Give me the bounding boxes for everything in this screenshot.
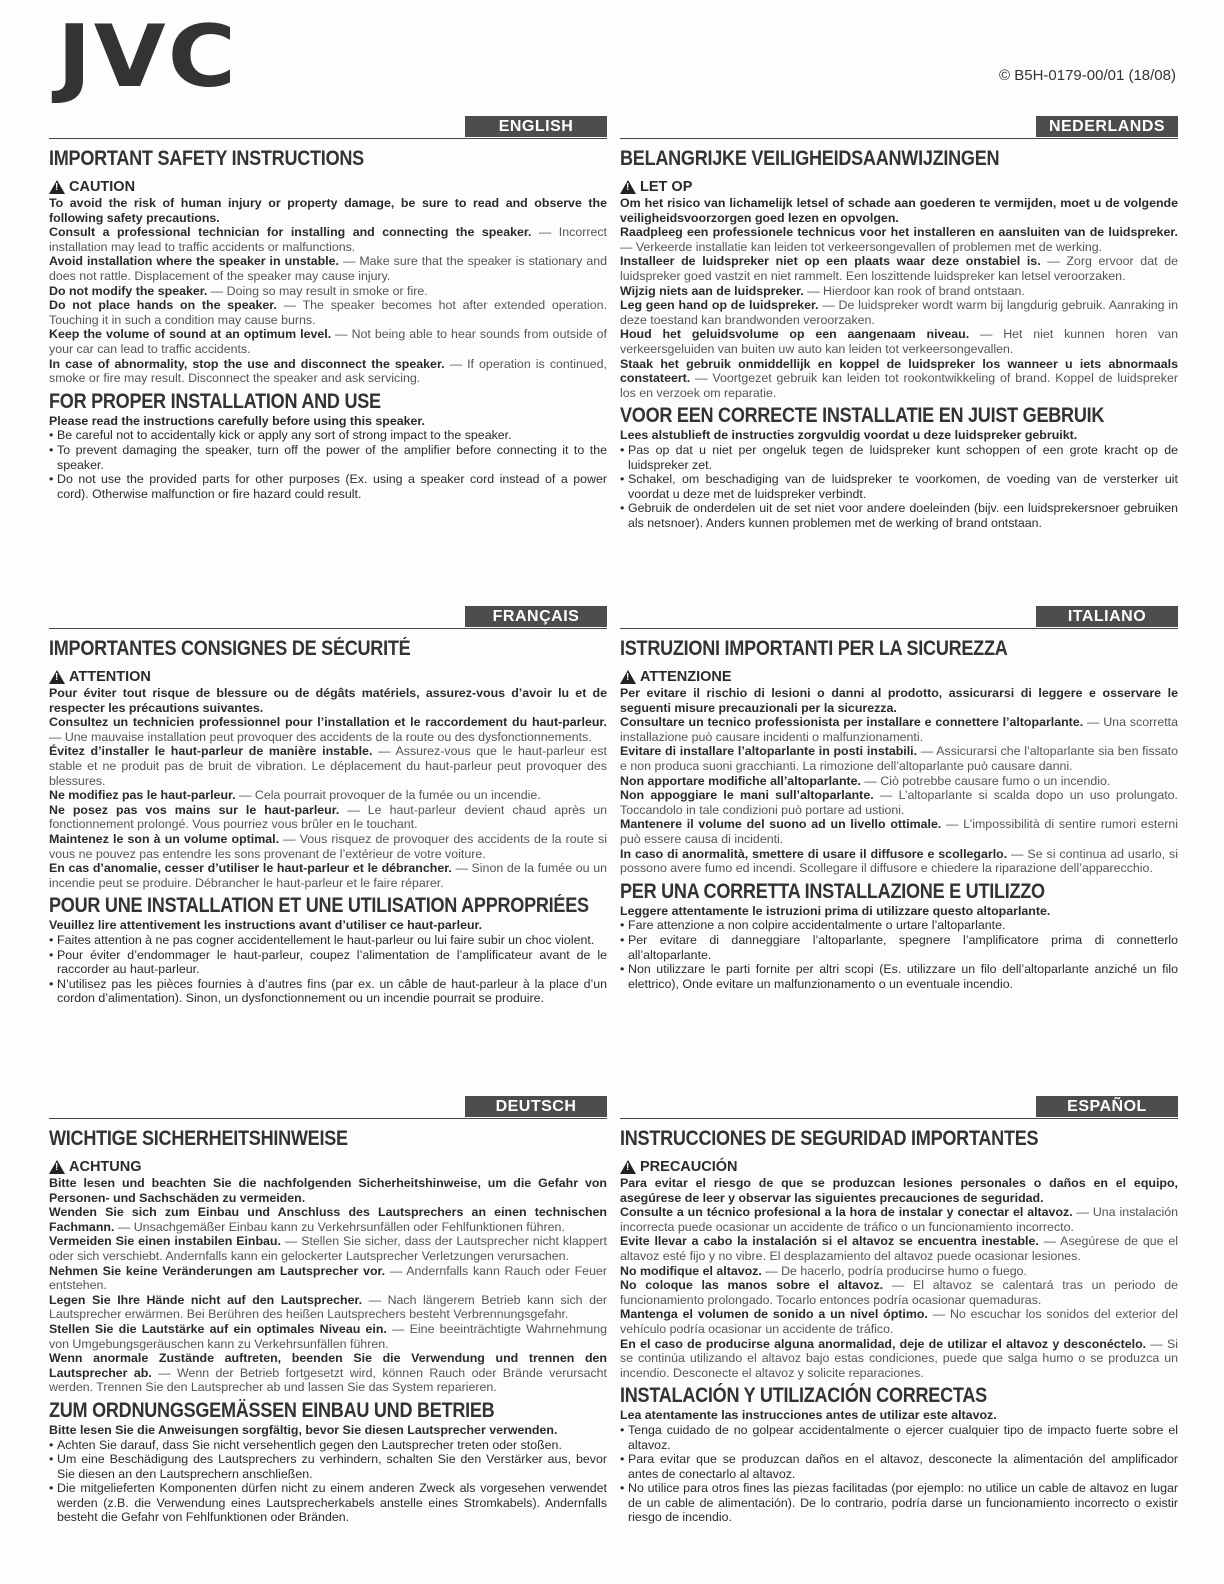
caution-label: ATTENZIONE: [640, 669, 732, 685]
safety-item-detail: — De hacerlo, podría producirse humo o fuego.: [761, 1263, 1027, 1278]
installation-bullet: • Die mitgelieferten Komponenten dürfen nicht zu einem anderen Zweck als vorgesehen verwendet werden (z.B. die Verwendung eines Lautsprecherkabels anstelle eines Stromkabels). Andernfalls besteht die Gefahr von Fehlfunktionen oder Bränden.: [49, 1481, 607, 1525]
language-tab: FRANÇAIS: [465, 606, 607, 627]
safety-item-detail: — Sinon de la fumée ou un incendie peut se produire. Débrancher le haut-parleur et le faire réparer.: [49, 861, 607, 890]
safety-item-heading: Keep the volume of sound at an optimum level.: [49, 327, 332, 342]
section-title: IMPORTANTES CONSIGNES DE SÉCURITÉ: [49, 637, 411, 660]
caution-heading: [49, 1158, 607, 1176]
safety-item-heading: Non appoggiare le mani sull’altoparlante.: [620, 788, 874, 803]
caution-heading: [620, 1158, 1178, 1176]
safety-item: [620, 284, 1178, 299]
safety-item-heading: Ne modifiez pas le haut-parleur.: [49, 788, 236, 803]
safety-item: [49, 1351, 607, 1395]
safety-intro: Para evitar el riesgo de que se produzcan lesiones personales o daños en el equipo, asegúrese de leer y observar las siguientes precauciones de seguridad.: [620, 1176, 1178, 1205]
safety-item-detail: — Verkeerde installatie kan leiden tot verkeersongevallen of problemen met de werking.: [620, 239, 1103, 254]
safety-item: [620, 1234, 1178, 1263]
installation-lead: Leggere attentamente le istruzioni prima di utilizzare questo altoparlante.: [620, 903, 1051, 918]
safety-item-heading: No modifique el altavoz.: [620, 1263, 762, 1278]
safety-item: [620, 1307, 1178, 1336]
installation-lead: Please read the instructions carefully before using this speaker.: [49, 413, 425, 428]
safety-item-heading: Consultare un tecnico professionista per installare e connettere l’altoparlante.: [620, 715, 1084, 730]
caution-label: ATTENTION: [69, 669, 151, 685]
safety-item-detail: — Une mauvaise installation peut provoquer des accidents de la route ou des dysfonctionnements.: [49, 729, 592, 744]
language-tab: DEUTSCH: [465, 1096, 607, 1117]
installation-list: [49, 1438, 607, 1526]
safety-item: [49, 357, 607, 386]
safety-item-detail: — Ciò potrebbe causare fumo o un incendio.: [860, 773, 1111, 788]
safety-item-heading: En el caso de producirse alguna anormalidad, deje de utilizar el altavoz y desconéctelo.: [620, 1336, 1147, 1351]
safety-item: [620, 847, 1178, 876]
installation-bullet: • Do not use the provided parts for other purposes (Ex. using a speaker cord instead of a power cord). Otherwise malfunction or fire hazard could result.: [49, 472, 607, 501]
safety-item: [49, 298, 607, 327]
installation-bullet: • Per evitare di danneggiare l’altoparlante, spegnere l’amplificatore prima di connetterlo all’altoparlante.: [620, 933, 1178, 962]
safety-item: [49, 832, 607, 861]
warning-triangle-icon: [49, 180, 65, 194]
safety-item: [49, 1322, 607, 1351]
safety-item-heading: En cas d’anomalie, cesser d’utiliser le haut-parleur et le débrancher.: [49, 861, 452, 876]
warning-triangle-icon: [49, 1160, 65, 1174]
safety-intro: Per evitare il rischio di lesioni o danni al prodotto, assicurarsi di leggere e osservare le seguenti misure precauzionali per la sicurezza.: [620, 686, 1178, 715]
safety-item-heading: Mantenga el volumen de sonido a un nivel óptimo.: [620, 1307, 928, 1322]
section-title: WICHTIGE SICHERHEITSHINWEISE: [49, 1127, 348, 1150]
safety-item-heading: Non apportare modifiche all’altoparlante.: [620, 773, 861, 788]
safety-item: [620, 774, 1178, 789]
safety-item: [620, 1264, 1178, 1279]
safety-item-detail: — Se si continua ad usarlo, si possono avere fumo ed incendi. Scollegare il diffusore e chiedere la riparazione dell’apparecchio.: [620, 846, 1179, 876]
safety-item-heading: Do not modify the speaker.: [49, 283, 208, 298]
warning-triangle-icon: [49, 670, 65, 684]
safety-item-heading: Raadpleeg een professionele technicus voor het installeren en aansluiten van de luidspreker.: [620, 225, 1178, 240]
installation-title: INSTALACIÓN Y UTILIZACIÓN CORRECTAS: [620, 1384, 987, 1408]
safety-item-heading: Mantenere il volume del suono ad un livello ottimale.: [620, 817, 942, 832]
safety-item: [620, 1278, 1178, 1307]
safety-item-detail: — El altavoz se calentará tras un periodo de funcionamiento prolongado. Tocarlo entonces podría ocasionar quemaduras.: [620, 1278, 1178, 1307]
installation-lead: Lea atentamente las instrucciones antes de utilizar este altavoz.: [620, 1408, 997, 1423]
safety-item-detail: — Cela pourrait provoquer de la fumée ou un incendie.: [235, 788, 541, 803]
safety-item: [620, 1337, 1178, 1381]
safety-item: [49, 744, 607, 788]
safety-item-heading: Nehmen Sie keine Veränderungen am Lautsprecher vor.: [49, 1263, 386, 1278]
safety-intro: Om het risico van lichamelijk letsel of schade aan goederen te vermijden, moet u de volgende veiligheidsvoorzorgen goed lezen en opvolgen.: [620, 196, 1178, 225]
caution-heading: [620, 668, 1178, 686]
section-body: [49, 1126, 607, 1525]
caution-heading: [620, 178, 1178, 196]
installation-title: PER UNA CORRETTA INSTALLAZIONE E UTILIZZO: [620, 879, 1045, 903]
safety-intro: Pour éviter tout risque de blessure ou de dégâts matériels, assurez-vous d’avoir lu et de respecter les précautions suivantes.: [49, 686, 607, 715]
caution-label: PRECAUCIÓN: [640, 1159, 738, 1175]
safety-item: [49, 788, 607, 803]
section-title: INSTRUCCIONES DE SEGURIDAD IMPORTANTES: [620, 1127, 1039, 1150]
safety-item-detail: — Stellen Sie sicher, dass der Lautsprecher nicht klappert oder sich verschiebt. Andernfalls kann ein gelockerter Lautsprecher Verletzungen verursachen.: [49, 1234, 608, 1263]
section-divider: [49, 1118, 607, 1119]
safety-item: [49, 715, 607, 744]
installation-bullet: • Fare attenzione a non colpire accidentalmente o urtare l’altoparlante.: [620, 918, 1178, 933]
safety-item-detail: — L’altoparlante si scalda dopo un uso prolungato. Toccandolo in tale condizioni può portare ad ustioni.: [620, 788, 1178, 817]
section-title: IMPORTANT SAFETY INSTRUCTIONS: [49, 147, 364, 170]
safety-item-heading: Wenden Sie sich zum Einbau und Anschluss des Lautsprechers an einen technischen Fachmann.: [49, 1205, 607, 1234]
safety-item: [620, 788, 1178, 817]
installation-bullet: • Be careful not to accidentally kick or apply any sort of strong impact to the speaker.: [49, 428, 607, 443]
safety-item-heading: Do not place hands on the speaker.: [49, 298, 277, 313]
caution-label: CAUTION: [69, 179, 136, 195]
safety-item-heading: In caso di anormalità, smettere di usare il diffusore e scollegarlo.: [620, 846, 1008, 861]
safety-item-detail: — Not being able to hear sounds from outside of your car can lead to traffic accidents.: [49, 327, 607, 356]
document-number: © B5H-0179-00/01 (18/08): [999, 67, 1176, 84]
installation-lead: Bitte lesen Sie die Anweisungen sorgfältig, bevor Sie diesen Lautsprecher verwenden.: [49, 1422, 558, 1437]
installation-list: [620, 918, 1178, 991]
language-tab: NEDERLANDS: [1036, 116, 1178, 137]
safety-item-heading: Consult a professional technician for installing and connecting the speaker.: [49, 225, 532, 240]
caution-label: ACHTUNG: [69, 1159, 142, 1175]
safety-item-detail: — Vous risquez de provoquer des accidents de la route si vous ne pouvez pas entendre les sons provenant de l’extérieur de votre voiture.: [49, 831, 607, 861]
safety-item: [49, 1234, 607, 1263]
safety-item: [49, 1205, 607, 1234]
language-tab: ENGLISH: [465, 116, 607, 137]
section-body: [620, 146, 1178, 530]
installation-bullet: • Achten Sie darauf, dass Sie nicht versehentlich gegen den Lautsprecher treten oder stoßen.: [49, 1438, 607, 1453]
section-body: [49, 636, 607, 1006]
safety-item-detail: — L’impossibilità di sentire rumori esterni può essere causa di incidenti.: [620, 817, 1179, 846]
safety-item-heading: Staak het gebruik onmiddellijk en koppel de luidspreker los wanneer u iets abnormaals constateert.: [620, 356, 1178, 386]
installation-bullet: • N’utilisez pas les pièces fournies à d’autres fins (par ex. un câble de haut-parleur à la place d’un cordon d’alimentation). Sinon, un dysfonctionnement ou un incendie pourrait se produire.: [49, 977, 607, 1006]
section-title: BELANGRIJKE VEILIGHEIDSAANWIJZINGEN: [620, 147, 1000, 170]
installation-title: POUR UNE INSTALLATION ET UNE UTILISATION APPROPRIÉES: [49, 894, 589, 918]
safety-item-heading: Evitare di installare l’altoparlante in posti instabili.: [620, 744, 918, 759]
installation-list: [49, 933, 607, 1006]
safety-item: [620, 744, 1178, 773]
installation-lead: Lees alstublieft de instructies zorgvuldig voordat u deze luidspreker gebruikt.: [620, 428, 1078, 443]
installation-bullet: • Um eine Beschädigung des Lautsprechers zu verhindern, schalten Sie den Verstärker aus, bevor Sie diesen an den Lautsprechern anschließen.: [49, 1452, 607, 1481]
safety-item-heading: Legen Sie Ihre Hände nicht auf den Lautsprecher.: [49, 1292, 363, 1307]
section-divider: [620, 628, 1178, 629]
safety-item-detail: — Zorg ervoor dat de luidspreker goed vastzit en niet rammelt. Een loszittende luidspreker kan letsel veroorzaken.: [620, 254, 1178, 283]
safety-item: [620, 327, 1178, 356]
safety-item-detail: — De luidspreker wordt warm bij langdurig gebruik. Aanraking in deze toestand kan brandwonden veroorzaken.: [620, 298, 1178, 327]
safety-item-heading: Evite llevar a cabo la instalación si el altavoz se encuentra inestable.: [620, 1234, 1039, 1249]
safety-item-heading: Wenn anormale Zustände auftreten, beenden Sie die Verwendung und trennen den Lautsprecher ab.: [49, 1351, 607, 1380]
caution-label: LET OP: [640, 179, 693, 195]
caution-heading: [49, 668, 607, 686]
warning-triangle-icon: [620, 1160, 636, 1174]
safety-item-detail: — If operation is continued, smoke or fire may result. Disconnect the speaker and ask servicing.: [49, 356, 607, 386]
jvc-logo: JVC: [57, 7, 239, 107]
safety-item: [49, 254, 607, 283]
safety-item-heading: Leg geen hand op de luidspreker.: [620, 298, 819, 313]
safety-item-detail: — Hierdoor kan rook of brand ontstaan.: [803, 283, 1025, 298]
installation-bullet: • Para evitar que se produzcan daños en el altavoz, desconecte la alimentación del amplificador antes de conectarlo al altavoz.: [620, 1452, 1178, 1481]
safety-item: [49, 327, 607, 356]
safety-item-detail: — Una scorretta installazione può causare incidenti o malfunzionamenti.: [620, 715, 1179, 744]
language-tab: ITALIANO: [1036, 606, 1178, 627]
section-body: [620, 1126, 1178, 1525]
safety-item: [620, 817, 1178, 846]
installation-bullet: • Tenga cuidado de no golpear accidentalmente o ejercer cualquier tipo de impacto fuerte sobre el altavoz.: [620, 1423, 1178, 1452]
safety-item-detail: — Eine beeinträchtigte Wahrnehmung von Umgebungsgeräuschen kann zu Verkehrsunfällen führen.: [49, 1321, 607, 1351]
safety-item-detail: — Andernfalls kann Rauch oder Feuer entstehen.: [49, 1263, 607, 1293]
installation-list: [620, 1423, 1178, 1525]
safety-item: [49, 1264, 607, 1293]
safety-item-heading: Installeer de luidspreker niet op een plaats waar deze onstabiel is.: [620, 254, 1041, 269]
installation-bullet: • No utilice para otros fines las piezas facilitadas (por ejemplo: no utilice un cable de altavoz en lugar de un cable de alimentación). De lo contrario, podría darse un funcionamiento incorrecto o existir riesgo de incendio.: [620, 1481, 1178, 1525]
safety-item: [620, 357, 1178, 401]
warning-triangle-icon: [620, 670, 636, 684]
section-divider: [49, 628, 607, 629]
safety-item-heading: Stellen Sie die Lautstärke auf ein optimales Niveau ein.: [49, 1321, 387, 1336]
safety-item-detail: — Het niet kunnen horen van verkeersgeluiden van buiten uw auto kan leiden tot verkeersongevallen.: [620, 327, 1179, 356]
installation-bullet: • Gebruik de onderdelen uit de set niet voor andere doeleinden (bijv. een luidsprekersnoer gebruiken als netsnoer). Anders kunnen problemen met de werking of brand ontstaan.: [620, 501, 1178, 530]
section-body: [620, 636, 1178, 991]
safety-item-heading: Vermeiden Sie einen instabilen Einbau.: [49, 1234, 281, 1249]
safety-item-detail: — Doing so may result in smoke or fire.: [207, 283, 428, 298]
safety-item: [49, 861, 607, 890]
safety-item-detail: — The speaker becomes hot after extended operation. Touching it in such a condition may cause burns.: [49, 298, 608, 327]
safety-item-heading: Consulte a un técnico profesional a la hora de instalar y conectar el altavoz.: [620, 1205, 1073, 1220]
safety-item-heading: Évitez d’installer le haut-parleur de manière instable.: [49, 744, 373, 759]
safety-item-detail: — Voortgezet gebruik kan leiden tot rookontwikkeling of brand. Koppel de luidspreker los en verzoek om reparatie.: [620, 371, 1178, 400]
installation-title: ZUM ORDNUNGSGEMÄSSEN EINBAU UND BETRIEB: [49, 1398, 495, 1422]
safety-item: [49, 1293, 607, 1322]
safety-item-heading: Maintenez le son à un volume optimal.: [49, 831, 280, 846]
installation-bullet: • Schakel, om beschadiging van de luidspreker te voorkomen, de voeding van de versterker uit voordat u deze met de luidspreker verbindt.: [620, 472, 1178, 501]
installation-title: VOOR EEN CORRECTE INSTALLATIE EN JUIST GEBRUIK: [620, 404, 1105, 428]
language-tab: ESPAÑOL: [1036, 1096, 1178, 1117]
safety-item: [620, 225, 1178, 254]
safety-item-detail: — Wenn der Betrieb fortgesetzt wird, können Rauch oder Brände verursacht werden. Trennen Sie den Lautsprecher ab und lassen Sie das System reparieren.: [49, 1365, 607, 1395]
warning-triangle-icon: [620, 180, 636, 194]
safety-item-heading: Wijzig niets aan de luidspreker.: [620, 283, 804, 298]
safety-intro: Bitte lesen und beachten Sie die nachfolgenden Sicherheitshinweise, um die Gefahr von Personen- und Sachschäden zu vermeiden.: [49, 1176, 607, 1205]
safety-item-heading: Houd het geluidsvolume op een aangenaam niveau.: [620, 327, 970, 342]
installation-bullet: • Non utilizzare le parti fornite per altri scopi (Es. utilizzare un filo dell’altoparlante anziché un filo elettrico), Onde evitare un malfunzionamento o un eventuale incendio.: [620, 962, 1178, 991]
safety-item: [620, 715, 1178, 744]
safety-item: [49, 803, 607, 832]
safety-item-detail: — Una instalación incorrecta puede ocasionar un accidente de tráfico o un funcionamiento incorrecto.: [620, 1205, 1178, 1234]
caution-heading: [49, 178, 607, 196]
safety-item-detail: — Assicurarsi che l’altoparlante sia ben fissato e non produca suoni gracchianti. La rimozione dell’altoparlante può causare danni.: [620, 744, 1178, 773]
safety-item-detail: — Asegúrese de que el altavoz esté fijo y no vibre. El desplazamiento del altavoz puede ocasionar lesiones.: [620, 1234, 1178, 1263]
safety-item-detail: — Si se continúa utilizando el altavoz bajo estas condiciones, puede que salga humo o se produzca un incendio. Desconecte el altavoz y solicite reparaciones.: [620, 1336, 1178, 1380]
section-divider: [620, 1118, 1178, 1119]
safety-item-heading: In case of abnormality, stop the use and disconnect the speaker.: [49, 356, 445, 371]
section-divider: [49, 138, 607, 139]
safety-item-heading: Consultez un technicien professionnel pour l’installation et le raccordement du haut-parleur.: [49, 715, 607, 730]
safety-item: [49, 284, 607, 299]
safety-item-detail: — Assurez-vous que le haut-parleur est stable et ne produit pas de bruit de vibration. Le déplacement du haut-parleur peut provoquer des blessures.: [49, 744, 607, 788]
installation-bullet: • To prevent damaging the speaker, turn off the power of the amplifier before connecting it to the speaker.: [49, 443, 607, 472]
safety-intro: To avoid the risk of human injury or property damage, be sure to read and observe the following safety precautions.: [49, 196, 607, 225]
safety-item-heading: Avoid installation where the speaker in unstable.: [49, 254, 339, 269]
installation-bullet: • Pour éviter d’endommager le haut-parleur, coupez l’alimentation de l’amplificateur avant de le raccorder au haut-parleur.: [49, 948, 607, 977]
safety-item: [620, 254, 1178, 283]
section-title: ISTRUZIONI IMPORTANTI PER LA SICUREZZA: [620, 637, 1008, 660]
installation-list: [49, 428, 607, 501]
section-body: [49, 146, 607, 501]
safety-item-heading: Ne posez pas vos mains sur le haut-parleur.: [49, 802, 340, 817]
installation-bullet: • Faites attention à ne pas cogner accidentellement le haut-parleur ou lui faire subir un choc violent.: [49, 933, 607, 948]
safety-item-detail: — Le haut-parleur devient chaud après un fonctionnement prolongé. Vous pourriez vous brûler en le touchant.: [49, 802, 607, 832]
safety-item-detail: — No escuchar los sonidos del exterior del vehículo podría ocasionar un accidente de tráfico.: [620, 1307, 1179, 1336]
safety-item-heading: No coloque las manos sobre el altavoz.: [620, 1278, 884, 1293]
safety-item: [49, 225, 607, 254]
section-divider: [620, 138, 1178, 139]
installation-list: [620, 443, 1178, 531]
safety-item-detail: — Unsachgemäßer Einbau kann zu Verkehrsunfällen oder Fehlfunktionen führen.: [114, 1219, 565, 1234]
installation-lead: Veuillez lire attentivement les instructions avant d’utiliser ce haut-parleur.: [49, 918, 483, 933]
safety-item: [620, 1205, 1178, 1234]
installation-bullet: • Pas op dat u niet per ongeluk tegen de luidspreker kunt schoppen of een grote kracht op de luidspreker zet.: [620, 443, 1178, 472]
installation-title: FOR PROPER INSTALLATION AND USE: [49, 389, 381, 413]
safety-item-detail: — Make sure that the speaker is stationary and does not rattle. Displacement of the speaker may cause injury.: [49, 254, 607, 283]
safety-item-detail: — Incorrect installation may lead to traffic accidents or malfunctions.: [49, 225, 607, 254]
safety-item: [620, 298, 1178, 327]
safety-item-detail: — Nach längerem Betrieb kann sich der Lautsprecher erwärmen. Bei Berühren des heißen Lautsprechers besteht Verbrennungsgefahr.: [49, 1292, 608, 1322]
